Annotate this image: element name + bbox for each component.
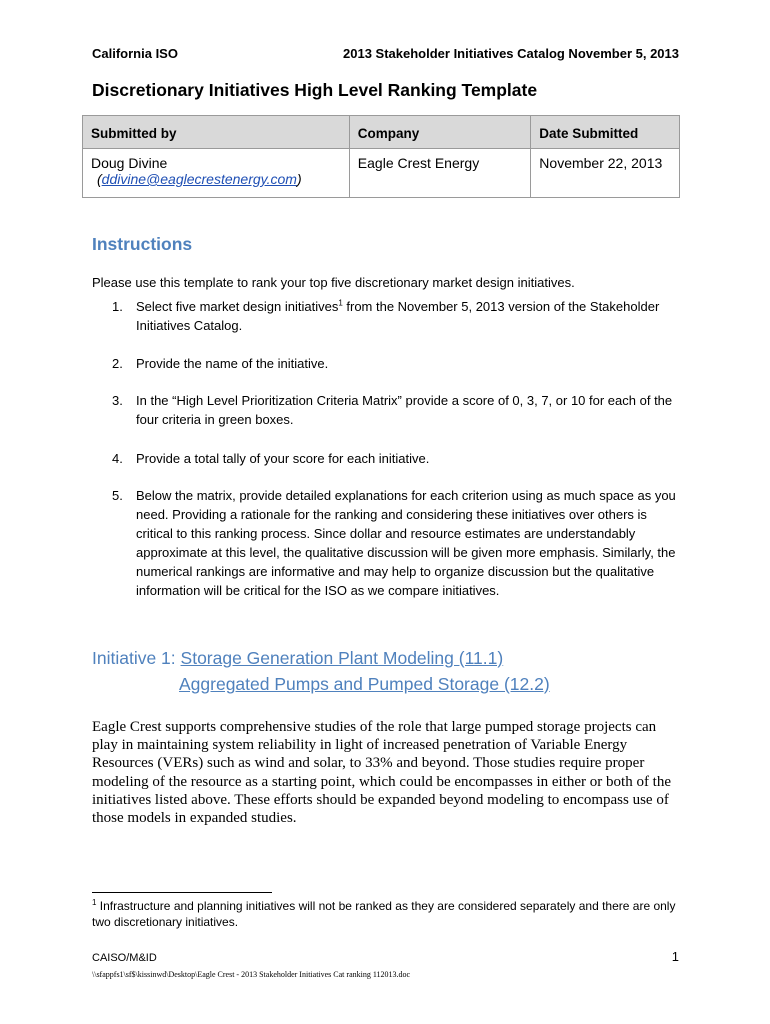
instructions-intro: Please use this template to rank your top five discretionary market design initiatives.: [92, 275, 575, 290]
instruction-number: 3.: [112, 393, 123, 408]
date-submitted-cell: November 22, 2013: [531, 149, 680, 198]
instruction-item-2: [92, 354, 682, 373]
footnote-text: Infrastructure and planning initiatives will not be ranked as they are considered separately and there are only two discretionary initiatives.: [92, 899, 676, 929]
instruction-item-3: [92, 391, 682, 429]
instruction-text: Provide a total tally of your score for each initiative.: [136, 451, 430, 466]
instruction-item-5: [92, 486, 682, 600]
instructions-heading: Instructions: [92, 234, 193, 254]
submitter-email-link[interactable]: ddivine@eaglecrestenergy.com: [101, 171, 297, 187]
footnote-reference[interactable]: 1: [338, 298, 343, 308]
instruction-item-1: [92, 297, 682, 335]
submitted-by-cell: [83, 149, 350, 198]
submitter-email-wrapper: [91, 171, 341, 187]
submission-table-header-row: [83, 116, 680, 149]
instruction-number: 5.: [112, 488, 123, 503]
instruction-text: Below the matrix, provide detailed explanations for each criterion using as much space as you need. Providing a rationale for the ranking and considering these initiatives over others is critical to this ranking process. Since dollar and resource estimates are understandably approximate at this level, the qualitative discussion will be given more emphasis. Similarly, the numerical rankings are informative and may help to organize discussion but the qualitative information will be critical for the ISO as we compare initiatives.: [136, 488, 676, 598]
header-company: Company: [349, 116, 531, 149]
submission-table-row: [83, 149, 680, 198]
instruction-number: 2.: [112, 356, 123, 371]
initiative-body-text: Eagle Crest supports comprehensive studies of the role that large pumped storage projects can play in maintaining system reliability in light of increased penetration of Variable Energy Resources (VERs) such as wind and solar, to 33% and beyond. Those studies require proper modeling of the resource as a starting point, which could be encompasses in either or both of the initiatives listed above. These efforts should be expanded beyond modeling to encompass use of those models in expanded studies.: [92, 719, 672, 827]
instruction-item-4: [92, 449, 682, 468]
email-open-paren: (: [97, 171, 102, 187]
submission-table: [82, 115, 680, 198]
initiative-link-storage-generation[interactable]: Storage Generation Plant Modeling (11.1): [180, 648, 504, 668]
instruction-text: In the “High Level Prioritization Criteria Matrix” provide a score of 0, 3, 7, or 10 for each of the four criteria in green boxes.: [136, 393, 673, 427]
initiative-heading-line-2: [179, 674, 550, 695]
instruction-number: 4.: [112, 451, 123, 466]
header-catalog-title: 2013 Stakeholder Initiatives Catalog November 5, 2013: [343, 46, 679, 61]
header-organization: California ISO: [92, 46, 178, 61]
footer-department: CAISO/M&ID: [92, 952, 157, 964]
document-title: Discretionary Initiatives High Level Ranking Template: [92, 80, 538, 100]
instruction-text: [136, 297, 682, 335]
footnote-marker: 1: [92, 898, 97, 907]
instruction-text: Provide the name of the initiative.: [136, 356, 329, 371]
page-number: 1: [671, 949, 679, 964]
footnote-separator: [92, 892, 272, 893]
instruction-number: 1.: [112, 299, 123, 314]
company-cell: Eagle Crest Energy: [349, 149, 531, 198]
initiative-label: Initiative 1:: [92, 648, 181, 668]
footer-file-path: \\sfappfs1\sf$\kissinwd\Desktop\Eagle Crest - 2013 Stakeholder Initiatives Cat ranking 112013.doc: [92, 970, 411, 979]
footnote: [92, 898, 682, 930]
instruction-text-part: from the November 5, 2013 version of the Stakeholder Initiatives Catalog.: [136, 299, 660, 333]
header-date-submitted: Date Submitted: [531, 116, 680, 149]
initiative-heading: [92, 648, 503, 669]
email-close-paren: ): [296, 171, 302, 187]
submitter-name: Doug Divine: [91, 155, 168, 171]
initiative-link-aggregated-pumps[interactable]: Aggregated Pumps and Pumped Storage (12.2): [179, 674, 550, 694]
instruction-text-part: Select five market design initiatives: [136, 299, 339, 314]
header-submitted-by: Submitted by: [83, 116, 350, 149]
